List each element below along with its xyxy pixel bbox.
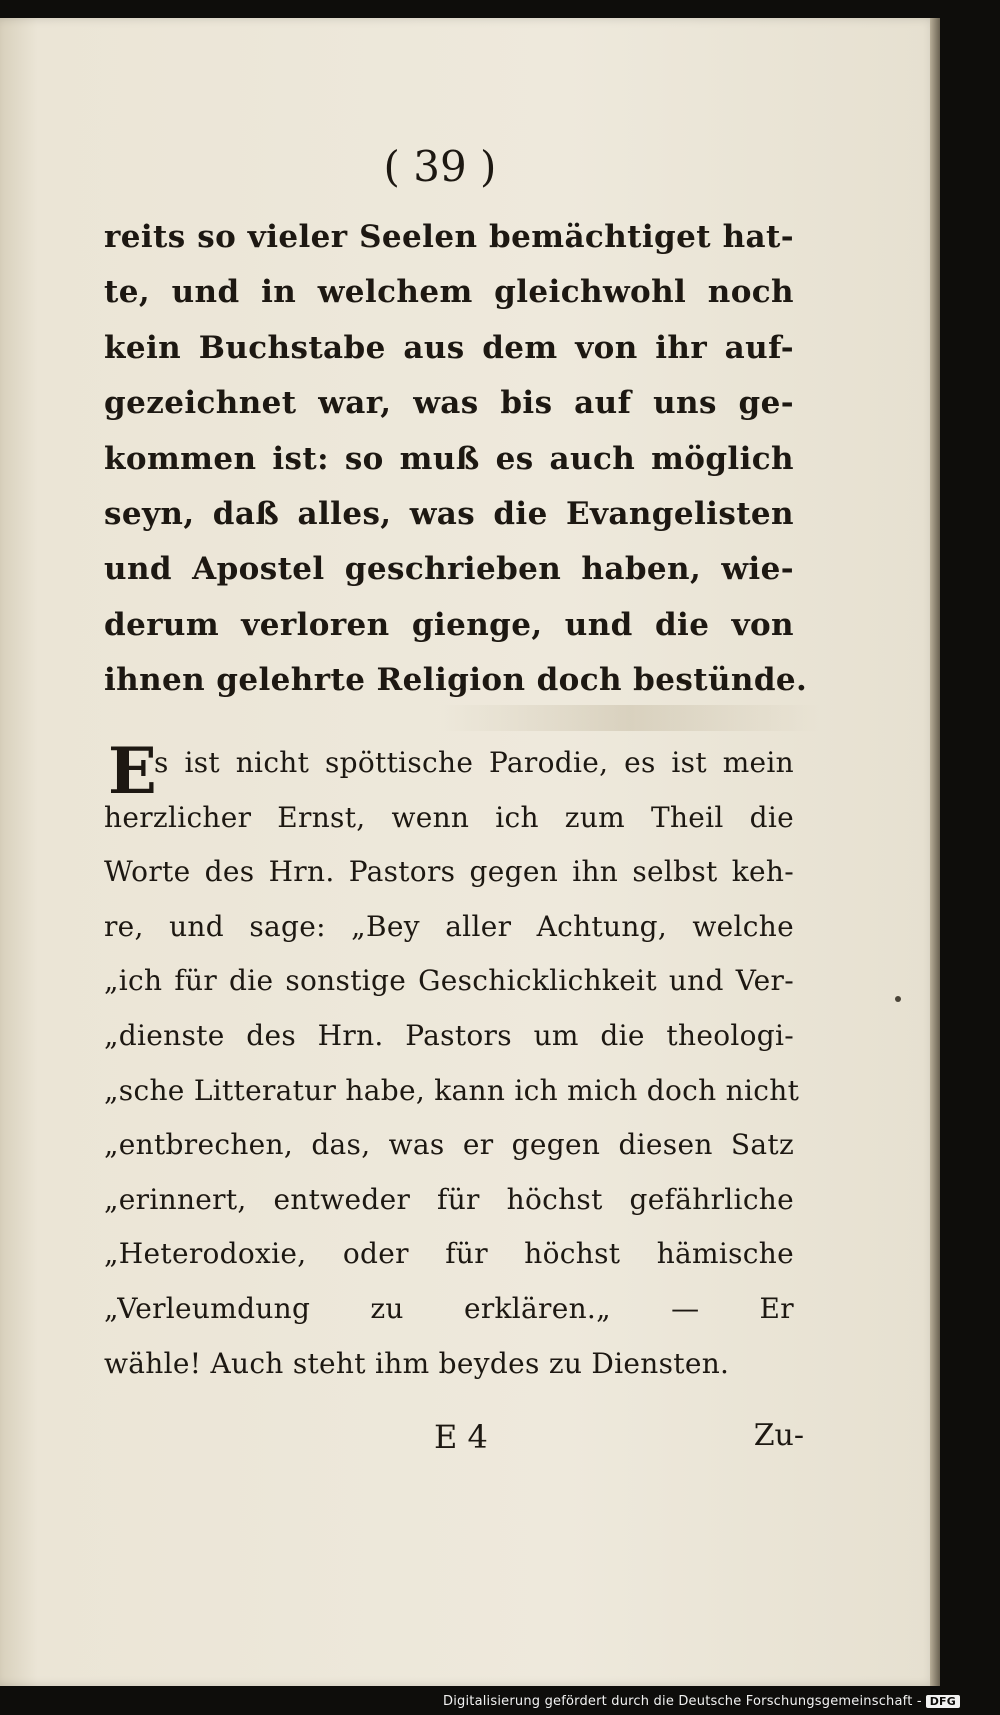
catchword: Zu- xyxy=(753,1418,804,1453)
text-line: herzlicher Ernst, wenn ich zum Theil die xyxy=(104,800,794,834)
text-line: „sche Litteratur habe, kann ich mich doch nicht xyxy=(104,1073,800,1107)
text-line: und Apostel geschrieben haben, wie- xyxy=(104,551,794,588)
page-edge xyxy=(930,18,940,1686)
credit-text: Digitalisierung gefördert durch die Deutsche Forschungsgemeinschaft - xyxy=(443,1694,922,1709)
text-line: „ich für die sonstige Geschicklichkeit und Ver- xyxy=(104,964,794,998)
text-line: ihnen gelehrte Religion doch bestünde. xyxy=(104,662,808,699)
text-line: Worte des Hrn. Pastors gegen ihn selbst keh- xyxy=(104,855,794,889)
signature-line xyxy=(104,1418,804,1468)
text-line: kommen ist: so muß es auch möglich xyxy=(104,440,794,477)
page-number: ( 39 ) xyxy=(383,142,497,191)
drop-cap: E xyxy=(108,734,157,809)
text-line: re, und sage: „Bey aller Achtung, welche xyxy=(104,909,794,943)
text-line: derum verloren gienge, und die von xyxy=(104,606,794,643)
text-line: „entbrechen, das, was er gegen diesen Satz xyxy=(104,1128,794,1162)
dfg-logo: DFG xyxy=(926,1695,960,1708)
text-line: s ist nicht spöttische Parodie, es ist mein xyxy=(154,746,794,779)
text-line: „dienste des Hrn. Pastors um die theologi- xyxy=(104,1018,794,1052)
margin-mark xyxy=(895,996,901,1002)
text-line: „Heterodoxie, oder für höchst hämische xyxy=(104,1237,794,1271)
text-line: kein Buchstabe aus dem von ihr auf- xyxy=(104,329,794,366)
text-line: „Verleumdung zu erklären.„ — Er xyxy=(104,1291,794,1325)
signature-mark: E 4 xyxy=(434,1418,488,1456)
paragraph-1 xyxy=(104,210,808,709)
text-line: seyn, daß alles, was die Evangelisten xyxy=(104,496,794,533)
text-line: wähle! Auch steht ihm beydes zu Diensten. xyxy=(104,1346,730,1380)
digitization-credit xyxy=(443,1694,960,1709)
text-line: reits so vieler Seelen bemächtiget hat- xyxy=(104,219,794,255)
bleed-through-shadow xyxy=(440,705,820,731)
text-line: te, und in welchem gleichwohl noch xyxy=(104,274,794,311)
text-line: „erinnert, entweder für höchst gefährliche xyxy=(104,1182,794,1216)
text-line: gezeichnet war, was bis auf uns ge- xyxy=(104,385,794,422)
paragraph-2 xyxy=(104,736,800,1391)
